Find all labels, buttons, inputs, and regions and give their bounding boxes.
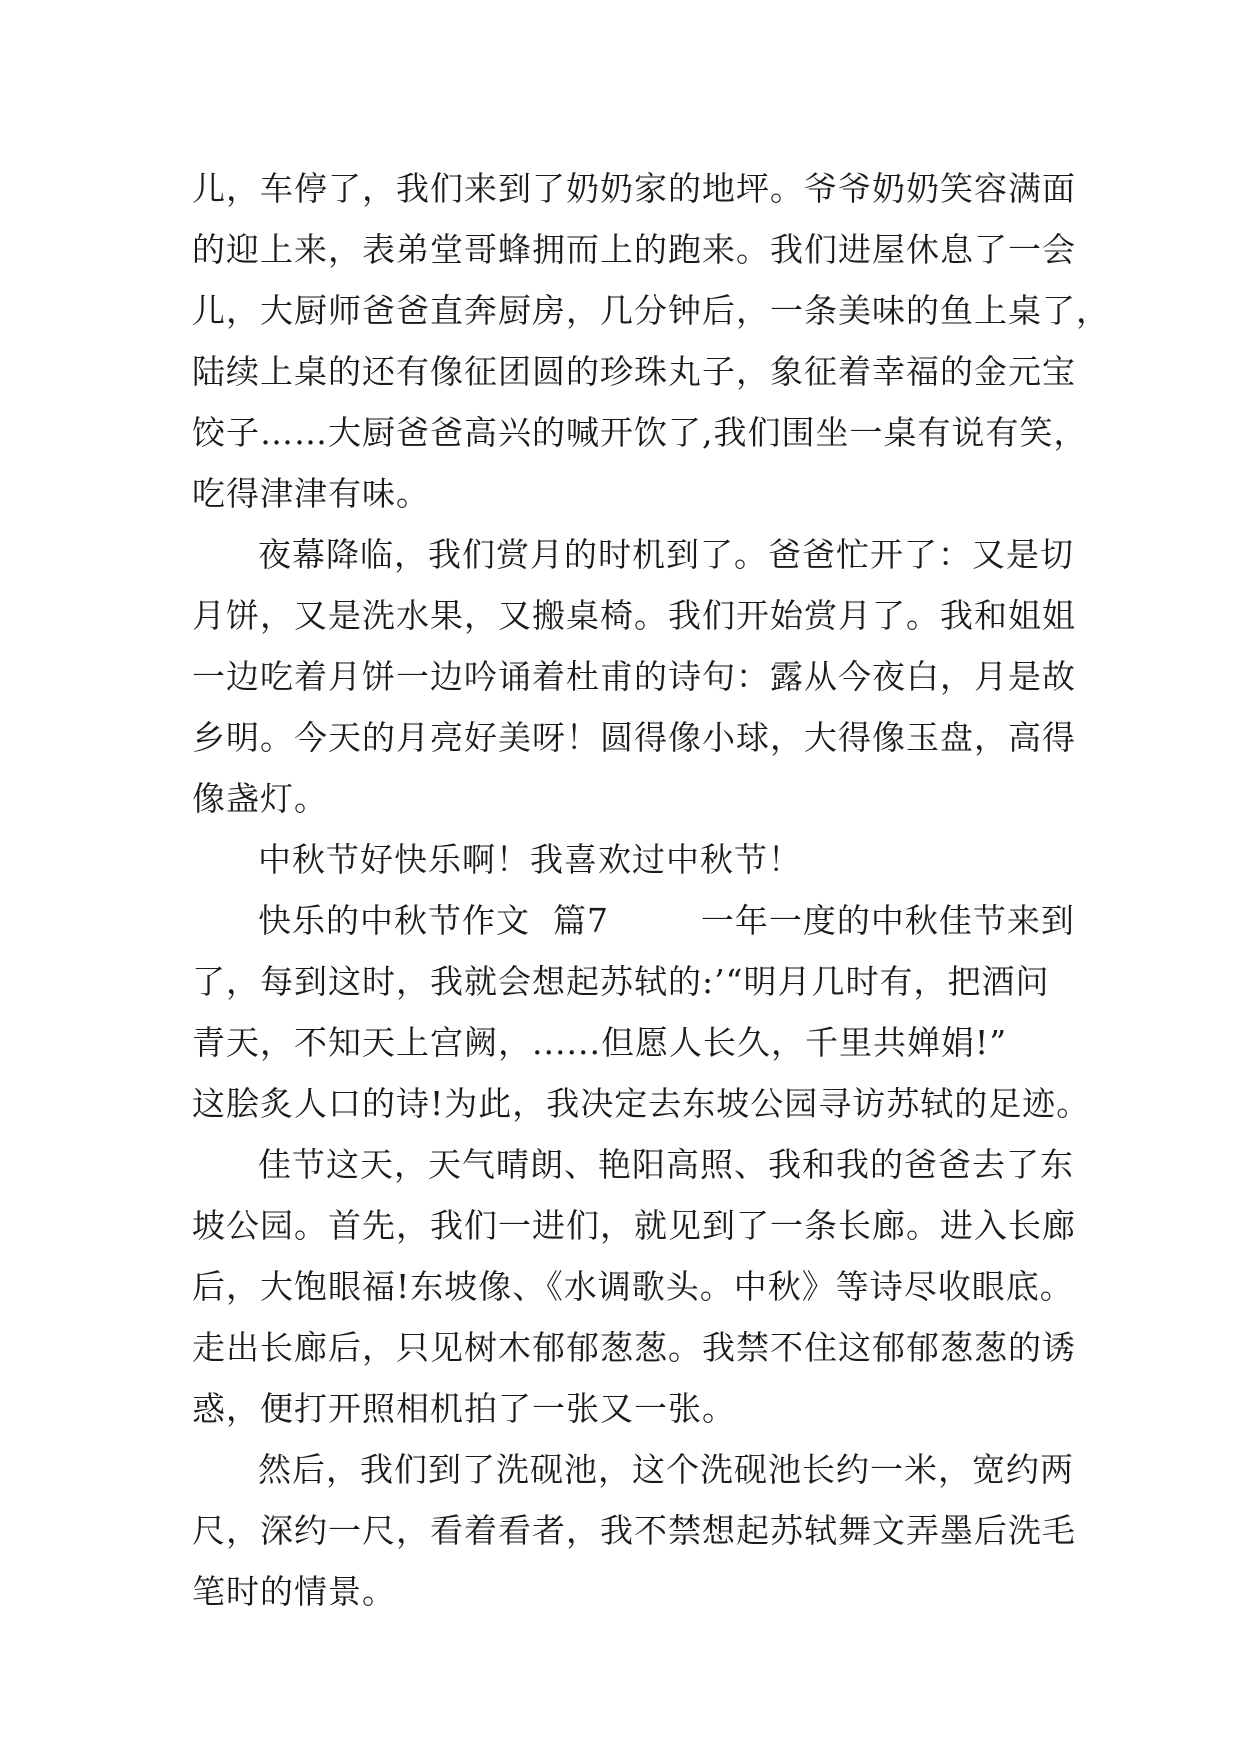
text-line: 饺子……大厨爸爸高兴的喊开饮了,我们围坐一桌有说有笑，: [192, 413, 1088, 452]
paragraph: [192, 1134, 1076, 1439]
text-line: 儿，车停了，我们来到了奶奶家的地坪。爷爷奶奶笑容满面: [192, 169, 1076, 208]
text-line: 儿，大厨师爸爸直奔厨房，几分钟后，一条美味的鱼上桌了，: [192, 291, 1110, 330]
text-line: 后，大饱眼福!东坡像、《水调歌头。中秋》等诗尽收眼底。: [192, 1267, 1074, 1306]
text-line: 像盏灯。: [192, 779, 328, 818]
text-line: 青天，不知天上宫阙，......但愿人长久，千里共婵娟!”: [192, 1023, 1008, 1062]
text-line: 笔时的情景。: [192, 1572, 396, 1611]
paragraph: [192, 1439, 1076, 1622]
text-line: 这脍炙人口的诗!为此，我决定去东坡公园寻访苏轼的足迹。: [192, 1084, 1091, 1123]
text-line: 月饼，又是洗水果，又搬桌椅。我们开始赏月了。我和姐姐: [192, 596, 1076, 635]
text-line: 坡公园。首先，我们一进们，就见到了一条长廊。进入长廊: [192, 1206, 1076, 1245]
text-line: 然后，我们到了洗砚池，这个洗砚池长约一米，宽约两: [258, 1450, 1074, 1489]
text-line: 夜幕降临，我们赏月的时机到了。爸爸忙开了：又是切: [258, 535, 1074, 574]
text-line: 快乐的中秋节作文 篇7 一年一度的中秋佳节来到: [258, 901, 1075, 940]
text-line: 惑，便打开照相机拍了一张又一张。: [192, 1389, 736, 1428]
text-line: 尺，深约一尺，看着看者，我不禁想起苏轼舞文弄墨后洗毛: [192, 1511, 1076, 1550]
text-line: 乡明。今天的月亮好美呀！圆得像小球，大得像玉盘，高得: [192, 718, 1076, 757]
text-line: 陆续上桌的还有像征团圆的珍珠丸子，象征着幸福的金元宝: [192, 352, 1076, 391]
text-line: 中秋节好快乐啊！我喜欢过中秋节！: [258, 840, 802, 879]
text-line: 佳节这天，天气晴朗、艳阳高照、我和我的爸爸去了东: [258, 1145, 1074, 1184]
essay-body: [192, 158, 1110, 1622]
paragraph: [192, 524, 1076, 829]
paragraph: [192, 890, 1091, 1134]
paragraph: [192, 829, 1072, 890]
text-line: 一边吃着月饼一边吟诵着杜甫的诗句：露从今夜白，月是故: [192, 657, 1076, 696]
text-line: 了，每到这时，我就会想起苏轼的:’“明月几时有，把酒问: [192, 962, 1050, 1001]
text-line: 的迎上来，表弟堂哥蜂拥而上的跑来。我们进屋休息了一会: [192, 230, 1076, 269]
text-line: 走出长廊后，只见树木郁郁葱葱。我禁不住这郁郁葱葱的诱: [192, 1328, 1076, 1367]
text-line: 吃得津津有味。: [192, 474, 430, 513]
paragraph: [192, 158, 1110, 524]
